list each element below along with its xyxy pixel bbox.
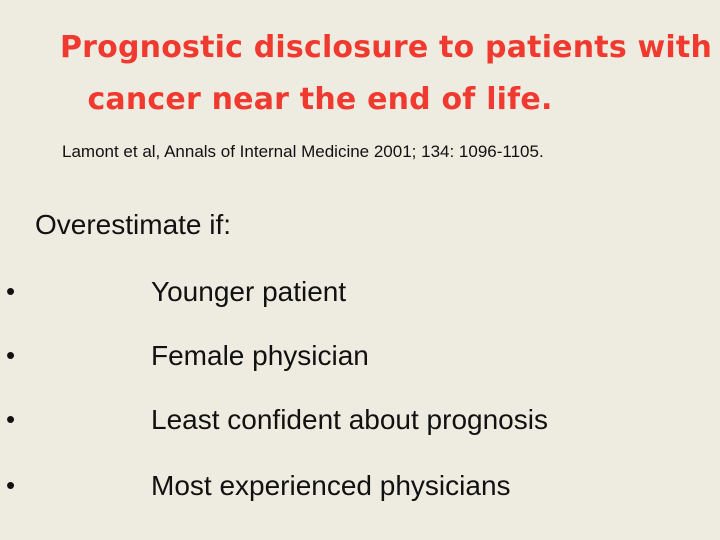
list-item: [0, 470, 720, 510]
list-item-text: Female physician: [151, 340, 369, 371]
bullet-icon: •: [6, 404, 16, 434]
bullet-icon: •: [6, 470, 16, 500]
bullet-icon: •: [6, 340, 16, 370]
list-item-text: Younger patient: [151, 276, 347, 307]
list-item-text: Most experienced physicians: [151, 470, 511, 501]
citation: Lamont et al, Annals of Internal Medicine 2001; 134: 1096-1105.: [62, 142, 544, 161]
list-item: [0, 276, 720, 316]
slide-title-line-1: Prognostic disclosure to patients with: [60, 30, 713, 65]
list-item: [0, 340, 720, 380]
bullet-icon: •: [6, 276, 16, 306]
list-item-text: Least confident about prognosis: [151, 404, 548, 435]
list-heading: Overestimate if:: [35, 209, 232, 240]
slide-title-line-2: cancer near the end of life.: [87, 82, 553, 117]
list-item: [0, 404, 720, 444]
